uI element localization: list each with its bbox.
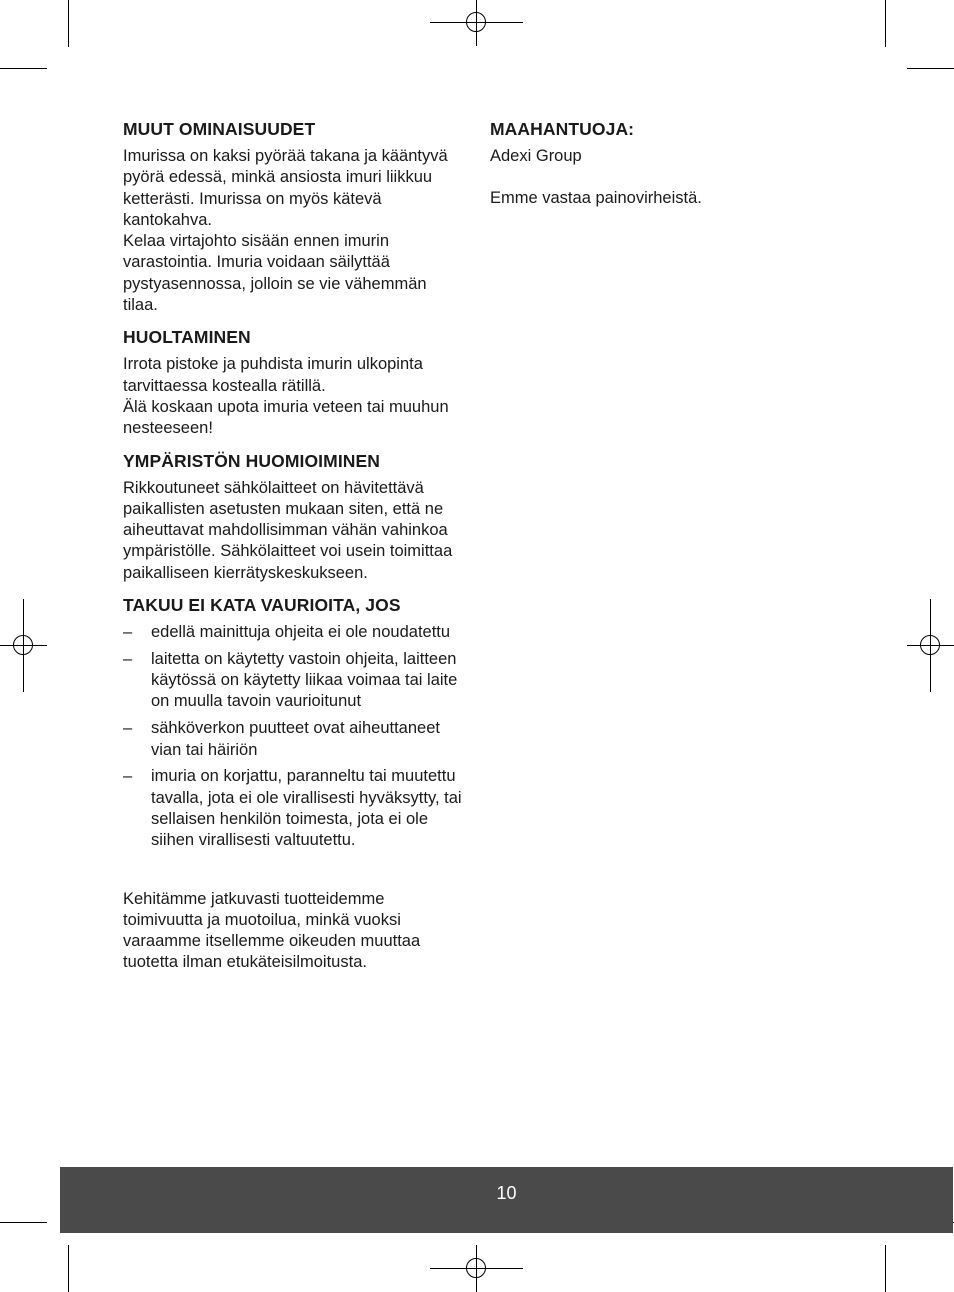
section-features bbox=[123, 118, 463, 316]
maintenance-paragraph-2: Älä koskaan upota imuria veteen tai muuhun nesteeseen! bbox=[123, 397, 449, 438]
maintenance-paragraph-1: Irrota pistoke ja puhdista imurin ulkopinta tarvittaessa kostealla rätillä. bbox=[123, 355, 423, 395]
disclaimer-text: Emme vastaa painovirheistä. bbox=[490, 189, 702, 208]
list-item-text: laitetta on käytetty vastoin ohjeita, laitteen käytössä on käytetty liikaa voimaa tai laite on muulla tavoin vaurioitunut bbox=[151, 649, 458, 711]
list-item-text: edellä mainittuja ohjeita ei ole noudatettu bbox=[151, 623, 451, 642]
list-marker: – bbox=[123, 649, 133, 668]
list-marker: – bbox=[123, 623, 133, 642]
list-item-text: sähköverkon puutteet ovat aiheuttaneet vian tai häiriön bbox=[151, 719, 440, 759]
section-environment bbox=[123, 450, 463, 584]
list-item bbox=[123, 649, 463, 713]
features-paragraph-1: Imurissa on kaksi pyörää takana ja kääntyvä pyörä edessä, minkä ansiosta imuri liikkuu ketterästi. Imurissa on myös kätevä kantokahva. bbox=[123, 147, 448, 229]
section-maintenance bbox=[123, 326, 463, 439]
closing-paragraph: Kehitämme jatkuvasti tuotteidemme toimivuutta ja muotoilua, minkä vuoksi varaamme itsellemme oikeuden muuttaa tuotetta ilman etukäteisilmoitusta. bbox=[123, 889, 421, 972]
heading-environment: YMPÄRISTÖN HUOMIOIMINEN bbox=[123, 450, 381, 471]
features-paragraph-2: Kelaa virtajohto sisään ennen imurin varastointia. Imuria voidaan säilyttää pystyasennossa, jolloin se vie vähemmän tilaa. bbox=[123, 232, 427, 315]
list-item bbox=[123, 622, 463, 643]
heading-warranty: TAKUU EI KATA VAURIOITA, JOS bbox=[123, 595, 401, 616]
importer-name: Adexi Group bbox=[490, 147, 582, 165]
list-item-text: imuria on korjattu, paranneltu tai muutettu tavalla, jota ei ole virallisesti hyväksytty, tai sellaisen henkilön toimesta, jota ei ole siihen virallisesti valtuutettu. bbox=[151, 767, 462, 850]
warranty-list bbox=[123, 622, 463, 851]
section-warranty bbox=[123, 594, 463, 851]
list-marker: – bbox=[123, 767, 133, 786]
environment-paragraph: Rikkoutuneet sähkölaitteet on hävitettävä paikallisten asetusten mukaan siten, että ne aiheuttavat mahdollisimman vähän vahinkoa ympäristölle. Sähkölaitteet voi usein toimittaa paikalliseen kierrätyskeskukseen. bbox=[123, 478, 453, 582]
heading-features: MUUT OMINAISUUDET bbox=[123, 119, 316, 139]
blank-line bbox=[490, 167, 830, 188]
heading-maintenance: HUOLTAMINEN bbox=[123, 327, 251, 348]
right-column bbox=[490, 118, 830, 210]
list-item bbox=[123, 718, 463, 761]
heading-importer: MAAHANTUOJA: bbox=[490, 119, 635, 139]
left-column bbox=[123, 118, 463, 974]
page-number: 10 bbox=[496, 1183, 517, 1203]
list-item bbox=[123, 766, 463, 851]
footer-bar bbox=[60, 1167, 953, 1233]
list-marker: – bbox=[123, 719, 133, 738]
